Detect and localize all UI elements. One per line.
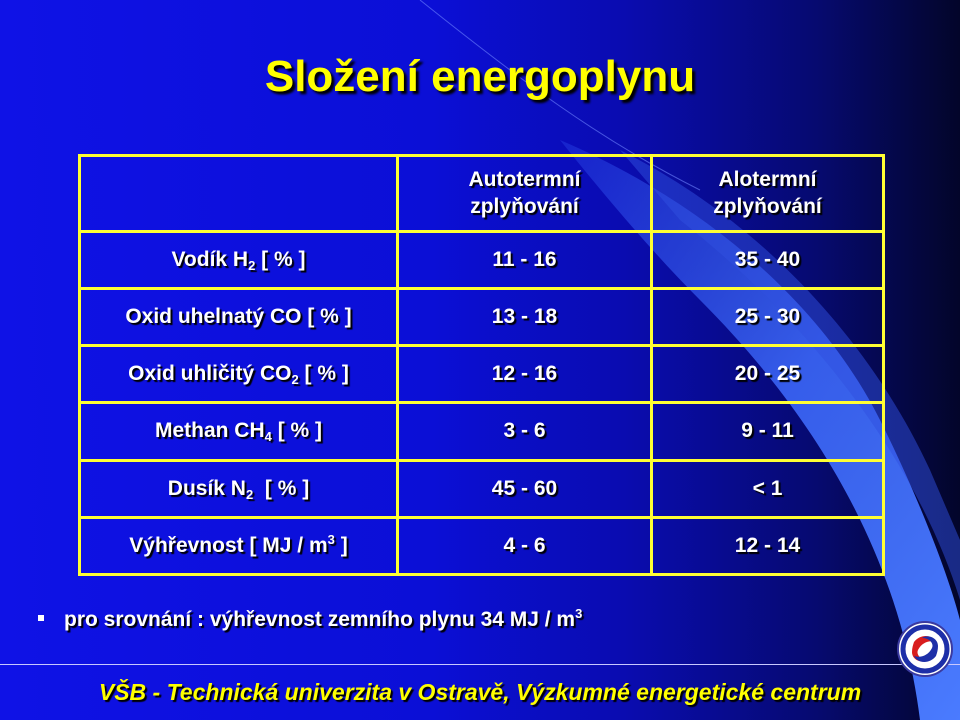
slide-title: Složení energoplynu [264,52,696,101]
cell-autotermni: 4 - 6 [398,517,652,574]
row-label-cell [80,517,398,574]
row-label-superscript: 3 [327,531,335,547]
cell-alotermni: < 1 [652,460,884,517]
header-alotermni-line1: Alotermní [718,168,817,192]
row-label-unit: [ % ] [255,247,306,271]
row-label-subscript: 2 [291,372,299,388]
row-label-cell [80,232,398,289]
table-row [80,346,884,403]
row-label-cell [80,460,398,517]
row-label-cell [80,346,398,403]
composition-table [78,154,885,576]
table-row [80,232,884,289]
cell-alotermni: 25 - 30 [652,289,884,346]
header-alotermni-line2: zplyňování [713,194,822,218]
cell-alotermni: 9 - 11 [652,403,884,460]
header-autotermni-line1: Autotermní [468,168,581,192]
row-label-cell [80,289,398,346]
footer-divider [0,664,960,665]
cell-alotermni: 35 - 40 [652,232,884,289]
row-label-subscript: 2 [248,257,256,273]
header-autotermni-line2: zplyňování [470,194,579,218]
cell-alotermni: 20 - 25 [652,346,884,403]
cell-alotermni: 12 - 14 [652,517,884,574]
header-empty-cell [80,156,398,232]
cell-autotermni: 11 - 16 [398,232,652,289]
table-row [80,517,884,574]
row-label-unit: [ % ] [253,476,310,500]
cell-autotermni: 13 - 18 [398,289,652,346]
row-label-subscript: 4 [264,429,272,445]
table-row [80,289,884,346]
bullet-superscript: 3 [575,606,583,621]
table-header-row [80,156,884,232]
row-label: Oxid uhelnatý CO [ % ] [125,305,352,329]
row-label-cell [80,403,398,460]
footer-institution: VŠB - Technická univerzita v Ostravě, Výzkumné energetické centrum [98,679,862,705]
row-label: Výhřevnost [ MJ / m [129,533,328,557]
vec-logo-icon [896,620,954,678]
row-label: Methan CH [154,419,265,443]
row-label: Vodík H [171,247,249,271]
row-label: Dusík N [167,476,246,500]
row-label-unit: [ % ] [271,419,323,443]
row-label-unit: ] [334,533,348,557]
row-label-unit: [ % ] [298,362,349,386]
bullet-text: pro srovnání : výhřevnost zemního plynu 34 MJ / m [64,608,576,631]
comparison-bullet [38,608,582,632]
header-alotermni [652,156,884,232]
bullet-dot-icon [38,615,44,621]
row-label-subscript: 2 [245,486,254,502]
cell-autotermni: 12 - 16 [398,346,652,403]
table-row [80,460,884,517]
header-autotermni [398,156,652,232]
cell-autotermni: 3 - 6 [398,403,652,460]
row-label: Oxid uhličitý CO [128,362,292,386]
cell-autotermni: 45 - 60 [398,460,652,517]
table-row [80,403,884,460]
